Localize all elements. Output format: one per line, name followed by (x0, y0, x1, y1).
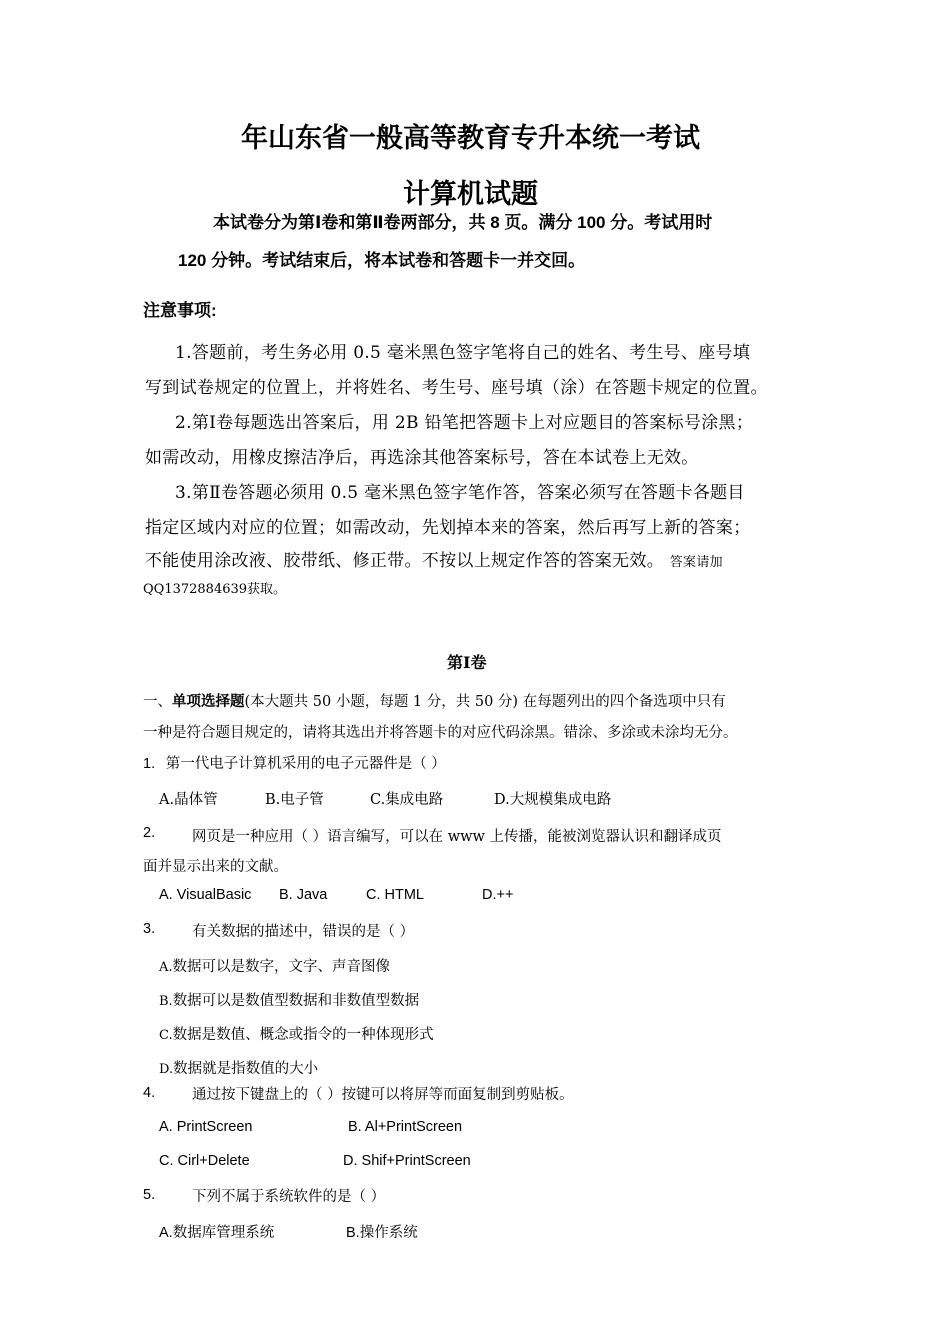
q2-option-c: C. HTML (366, 887, 424, 903)
q3-option-c (159, 1023, 434, 1044)
note-3-line-3 (145, 546, 723, 571)
question-3-number: 3. (143, 921, 156, 937)
exam-subtitle: 计算机试题 (403, 179, 538, 210)
q4-option-a: A. PrintScreen (159, 1119, 253, 1135)
notes-heading: 注意事项: (143, 301, 217, 320)
intro-line-1: 本试卷分为第Ⅰ卷和第Ⅱ卷两部分，共 8 页。满分 100 分。考试用时 (213, 213, 713, 232)
q4-option-c: C. Cirl+Delete (159, 1153, 250, 1169)
q5-option-b (346, 1221, 418, 1242)
q1-option-c: C.集成电路 (370, 792, 444, 808)
q2-option-a: A. VisualBasic (159, 887, 252, 903)
q5-option-b-text: 操作系统 (359, 1225, 418, 1241)
q3-option-c-letter: C. (159, 1028, 173, 1043)
q3-option-b-text: 数据可以是数值型数据和非数值型数据 (172, 993, 420, 1009)
q3-option-a (159, 955, 390, 976)
q1-option-a: A.晶体管 (159, 792, 218, 808)
section-1-line-1 (143, 690, 726, 711)
question-3-text: 有关数据的描述中，错误的是（ ） (192, 924, 415, 940)
q3-option-b-letter: B. (159, 994, 173, 1009)
question-5-text: 下列不属于系统软件的是（ ） (192, 1189, 386, 1205)
q3-option-d (159, 1057, 318, 1078)
q3-option-a-text: 数据可以是数字，文字、声音图像 (172, 959, 391, 975)
note-3-contact: QQ1372884639获取。 (143, 582, 287, 597)
question-1 (143, 752, 446, 773)
exam-title: 年山东省一般高等教育专升本统一考试 (241, 123, 700, 154)
note-3-line-3-text: 不能使用涂改液、胶带纸、修正带。不按以上规定作答的答案无效。 (145, 551, 664, 571)
volume-1-heading: 第Ⅰ卷 (447, 653, 487, 672)
q2-option-b: B. Java (279, 887, 328, 903)
note-1-line-2: 写到试卷规定的位置上，并将姓名、考生号、座号填（涂）在答题卡规定的位置。 (145, 378, 768, 398)
note-3-line-2: 指定区域内对应的位置；如需改动，先划掉本来的答案，然后再写上新的答案； (145, 518, 751, 538)
question-2-text-2: 面并显示出来的文献。 (143, 859, 288, 875)
question-1-text: 第一代电子计算机采用的电子元器件是（ ） (165, 756, 446, 772)
q3-option-a-letter: A. (159, 960, 173, 975)
q4-option-d: D. Shif+PrintScreen (343, 1153, 471, 1169)
q2-option-d: D.++ (482, 887, 514, 903)
q3-option-d-letter: D. (159, 1062, 174, 1077)
q3-option-b (159, 989, 419, 1010)
question-2-number: 2. (143, 825, 156, 841)
intro-line-2: 120 分钟。考试结束后，将本试卷和答题卡一并交回。 (178, 251, 586, 270)
q3-option-c-text: 数据是数值、概念或指令的一种体现形式 (172, 1027, 434, 1043)
note-3-line-1: 3.第Ⅱ卷答题必须用 0.5 毫米黑色签字笔作答，答案必须写在答题卡各题目 (175, 483, 745, 503)
q5-option-a-text: 数据库管理系统 (172, 1225, 275, 1241)
question-1-number: 1. (143, 756, 156, 772)
q4-option-b: B. Al+PrintScreen (348, 1119, 463, 1135)
note-2-line-2: 如需改动，用橡皮擦洁净后，再选涂其他答案标号，答在本试卷上无效。 (145, 448, 699, 468)
section-1-instructions: (本大题共 50 小题，每题 1 分，共 50 分) 在每题列出的四个备选项中只有 (244, 694, 726, 710)
q1-option-b: B.电子管 (265, 792, 324, 808)
question-4-text: 通过按下键盘上的（ ）按键可以将屏等而面复制到剪贴板。 (192, 1087, 574, 1103)
note-2-line-1: 2.第Ⅰ卷每题选出答案后，用 2B 铅笔把答题卡上对应题目的答案标号涂黑； (175, 413, 754, 433)
q5-option-a (159, 1221, 274, 1242)
q1-option-d: D.大规模集成电路 (494, 792, 612, 808)
question-2-text: 网页是一种应用（ ）语言编写，可以在 www 上传播，能被浏览器认识和翻译成页 (192, 829, 722, 845)
section-1-line-2: 一种是符合题目规定的，请将其选出并将答题卡的对应代码涂黑。错涂、多涂或未涂均无分。 (143, 725, 738, 741)
q5-option-b-letter: B. (346, 1225, 360, 1241)
note-1-line-1: 1.答题前，考生务必用 0.5 毫米黑色签字笔将自己的姓名、考生号、座号填 (175, 343, 751, 363)
note-3-tail: 答案请加 (669, 555, 723, 570)
q5-option-a-letter: A. (159, 1225, 173, 1241)
section-1-title: 单项选择题 (172, 693, 245, 710)
q3-option-d-text: 数据就是指数值的大小 (173, 1061, 319, 1077)
section-1-prefix: 一、 (143, 694, 172, 710)
question-4-number: 4. (143, 1085, 156, 1101)
question-5-number: 5. (143, 1187, 156, 1203)
